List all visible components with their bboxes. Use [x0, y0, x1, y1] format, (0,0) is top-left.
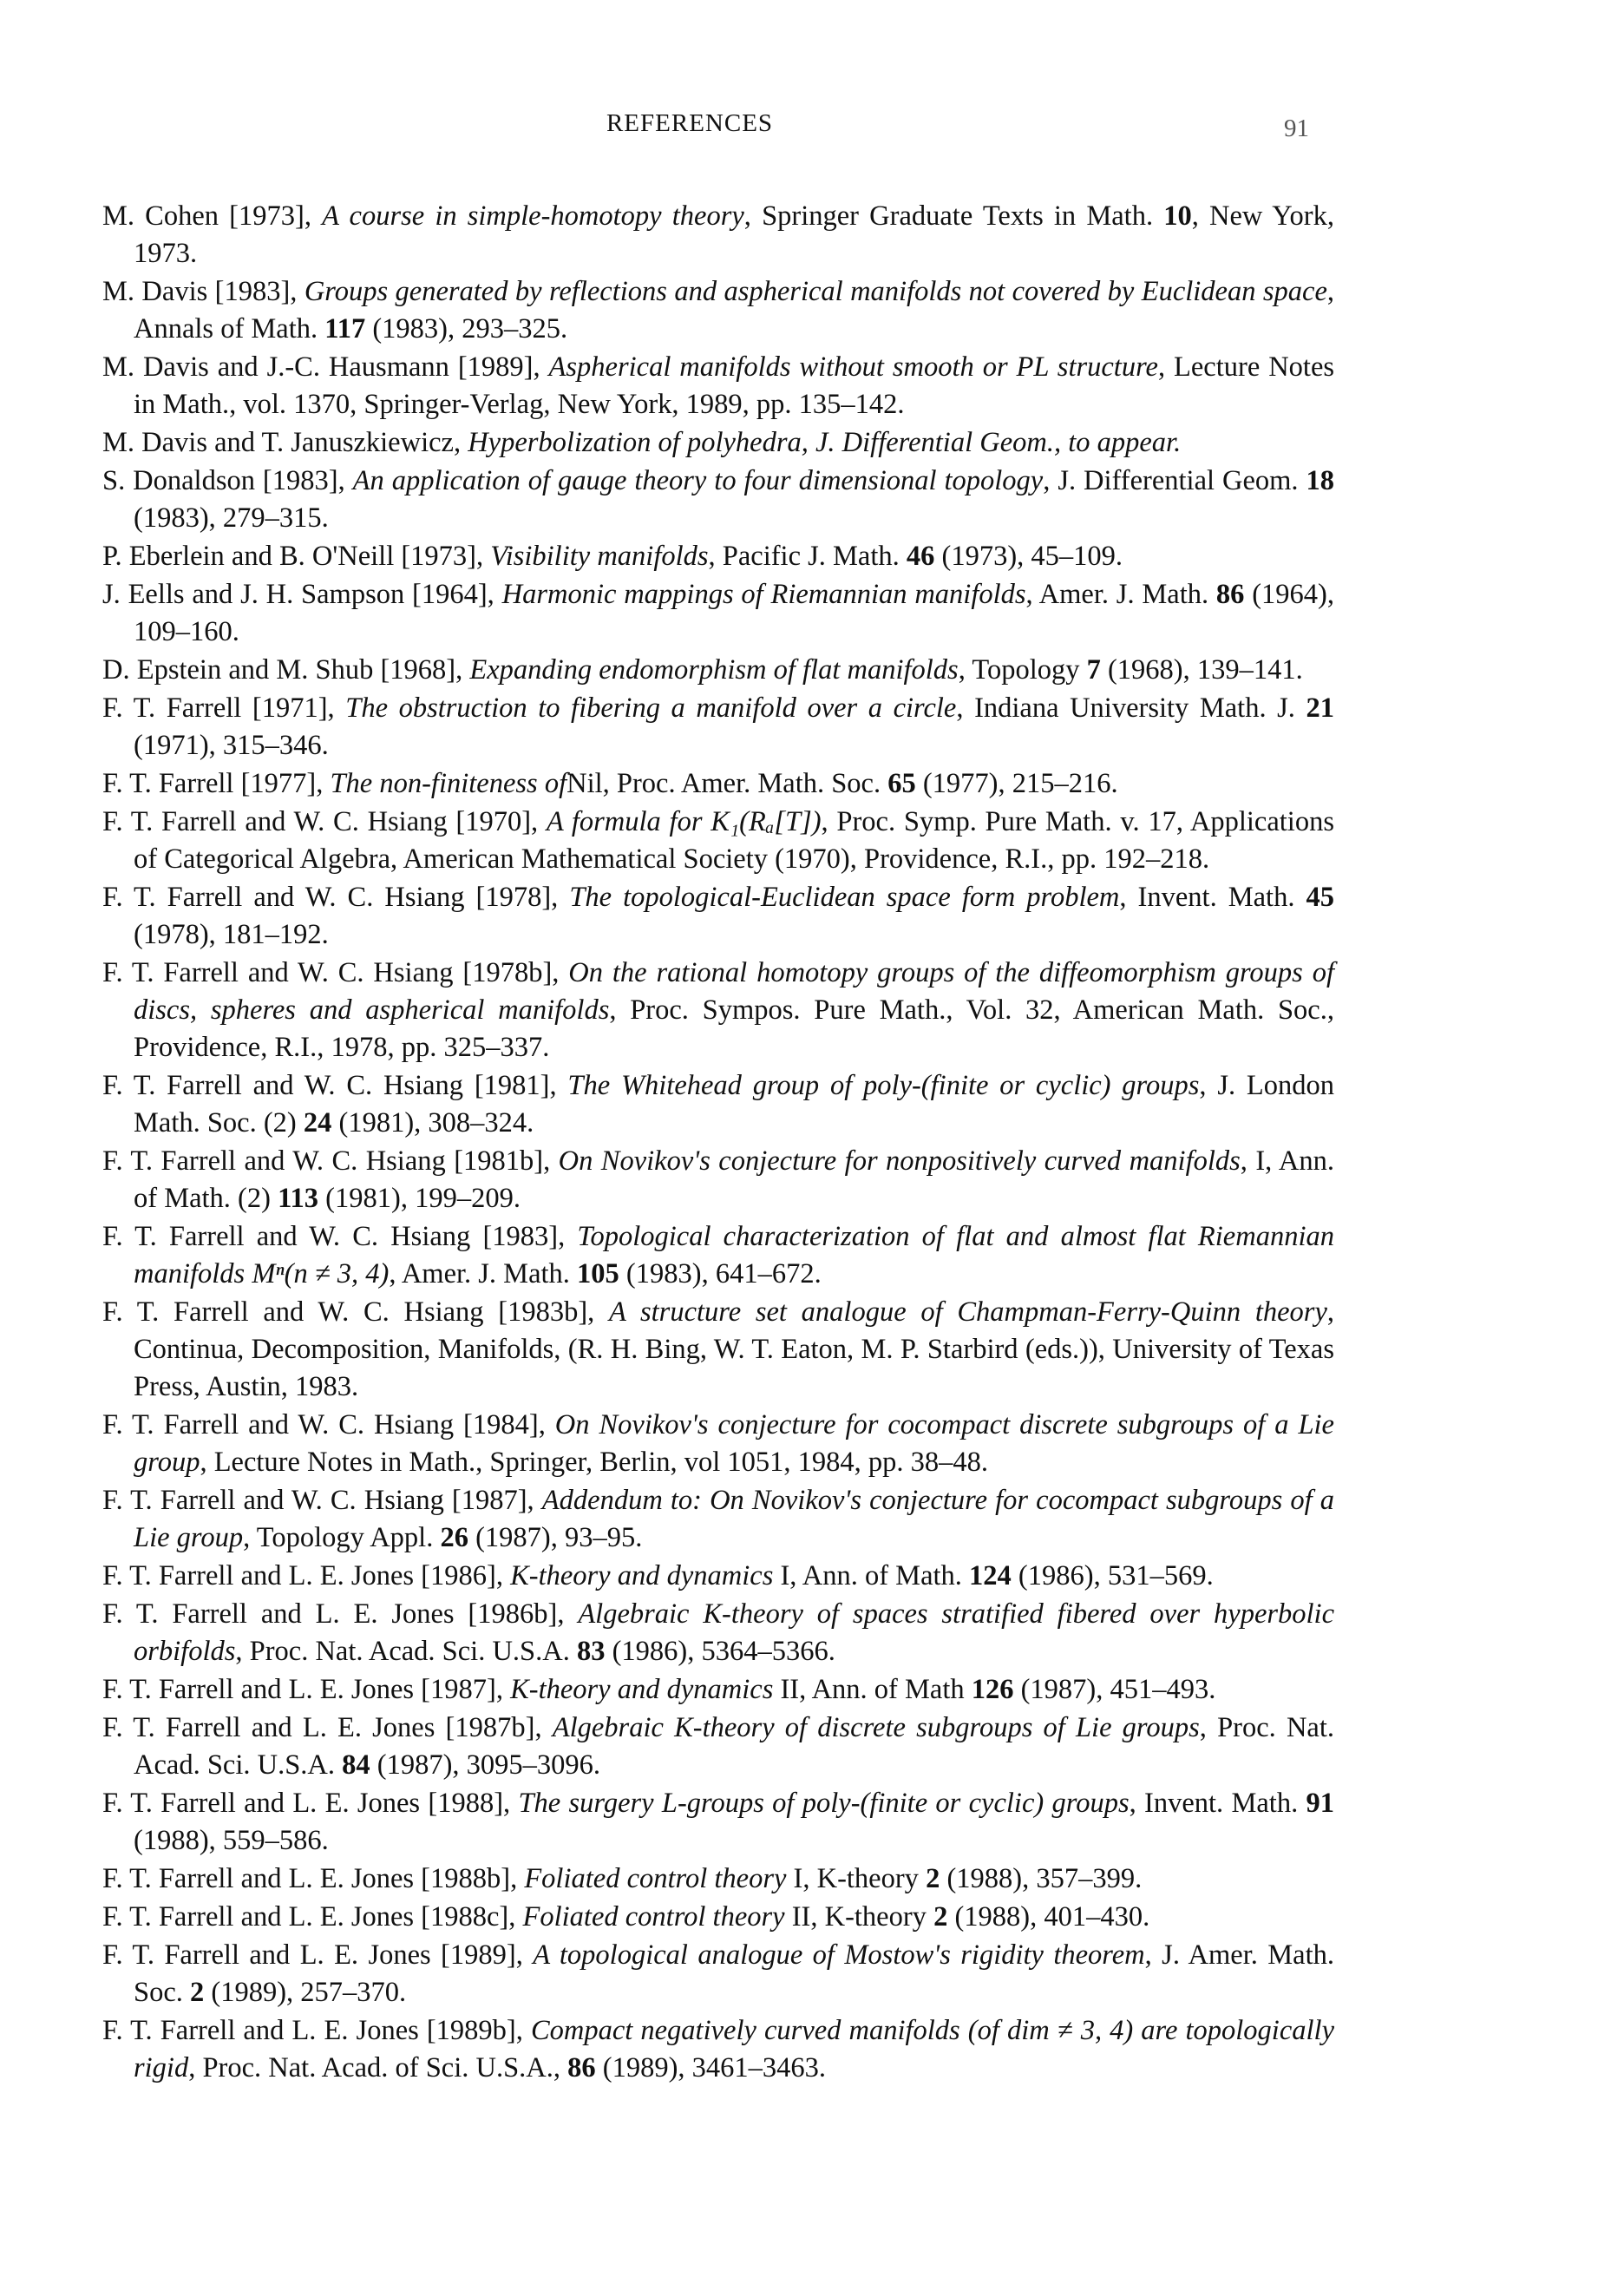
page-title: REFERENCES [606, 109, 774, 137]
reference-entry [102, 463, 1334, 537]
reference-venue: , Indiana University Math. J. [956, 692, 1306, 724]
reference-authors: F. T. Farrell [1977], [102, 768, 331, 799]
reference-entry [102, 1407, 1334, 1481]
reference-venue: , Proc. Nat. Acad. of Sci. U.S.A., [188, 2052, 568, 2083]
reference-volume: 45 [1306, 882, 1334, 913]
reference-authors: F. T. Farrell and L. E. Jones [1989b], [102, 2015, 531, 2046]
reference-venue: , Proc. Nat. Acad. Sci. U.S.A. [235, 1636, 577, 1667]
reference-title: Addendum to: On Novikov's conjecture for cocompact subgroups of a Lie group [134, 1485, 1334, 1553]
reference-volume: 7 [1086, 654, 1101, 686]
reference-venue: , Proc. Nat. Acad. Sci. U.S.A. [134, 1712, 1335, 1781]
reference-entry [102, 1067, 1334, 1142]
reference-title: Harmonic mappings of Riemannian manifolds [501, 579, 1026, 610]
reference-title: The non-finiteness of [330, 768, 567, 799]
reference-venue: , Springer Graduate Texts in Math. [743, 200, 1164, 232]
reference-title: An application of gauge theory to four dimensional topology [352, 465, 1044, 496]
reference-entry [102, 273, 1334, 348]
reference-volume: 10 [1163, 200, 1192, 232]
reference-entry [102, 349, 1334, 423]
reference-title: The surgery L-groups of poly-(finite or cyclic) groups [518, 1788, 1130, 1819]
reference-venue: , J. Differential Geom. [1043, 465, 1306, 496]
reference-details: , New York, 1973. [134, 200, 1334, 269]
reference-volume: 24 [303, 1107, 332, 1138]
reference-authors: F. T. Farrell and W. C. Hsiang [1981b], [102, 1145, 559, 1177]
reference-authors: F. T. Farrell and W. C. Hsiang [1970], [102, 806, 547, 837]
reference-title: On Novikov's conjecture for nonpositively curved manifolds [558, 1145, 1241, 1177]
reference-volume: 105 [577, 1258, 619, 1289]
reference-details: (1987), 93–95. [468, 1522, 643, 1553]
reference-details: (1989), 257–370. [204, 1977, 407, 2008]
reference-venue: I, Ann. of Math. [773, 1560, 970, 1591]
reference-entry [102, 765, 1334, 803]
reference-authors: F. T. Farrell and W. C. Hsiang [1981], [102, 1070, 568, 1101]
reference-entry [102, 538, 1334, 575]
reference-title: Hyperbolization of polyhedra, J. Differential Geom., to appear. [468, 427, 1182, 458]
reference-title: The obstruction to fibering a manifold over a circle [345, 692, 957, 724]
reference-entry [102, 1294, 1334, 1406]
reference-entry [102, 804, 1334, 878]
reference-entry [102, 1143, 1334, 1217]
reference-title: Visibility manifolds [490, 541, 709, 572]
reference-entry [102, 1671, 1334, 1709]
reference-venue: , Lecture Notes in Math., vol. 1370, Springer-Verlag, New York, 1989, pp. 135–142. [134, 351, 1335, 420]
reference-volume: 2 [926, 1863, 940, 1894]
reference-authors: F. T. Farrell and W. C. Hsiang [1987], [102, 1485, 542, 1516]
reference-volume: 2 [190, 1977, 205, 2008]
reference-details: (1986), 531–569. [1011, 1560, 1214, 1591]
reference-authors: F. T. Farrell and L. E. Jones [1986], [102, 1560, 511, 1591]
reference-details: (1987), 451–493. [1013, 1674, 1216, 1705]
reference-entry [102, 1785, 1334, 1860]
reference-title: Topological characterization of flat and almost flat Riemannian manifolds Mⁿ(n ≠ 3, 4) [134, 1221, 1334, 1289]
reference-title: A structure set analogue of Champman-Ferry-Quinn theory [609, 1296, 1327, 1328]
reference-authors: F. T. Farrell and W. C. Hsiang [1983], [102, 1221, 578, 1252]
reference-venue: , Invent. Math. [1119, 882, 1306, 913]
reference-venue: , Topology Appl. [243, 1522, 441, 1553]
reference-venue: I, K-theory [786, 1863, 927, 1894]
reference-details: (1981), 308–324. [331, 1107, 534, 1138]
reference-details: (1988), 401–430. [947, 1901, 1150, 1932]
reference-venue: II, K-theory [784, 1901, 934, 1932]
reference-authors: S. Donaldson [1983], [102, 465, 353, 496]
reference-venue: , Proc. Sympos. Pure Math., Vol. 32, American Math. Soc., Providence, R.I., 1978, pp. 325–337. [134, 994, 1334, 1063]
reference-title: Expanding endomorphism of flat manifolds [469, 654, 959, 686]
reference-entry [102, 1937, 1334, 2011]
reference-authors: F. T. Farrell and L. E. Jones [1988b], [102, 1863, 525, 1894]
reference-volume: 91 [1306, 1788, 1334, 1819]
reference-authors: P. Eberlein and B. O'Neill [1973], [102, 541, 491, 572]
reference-venue: , Lecture Notes in Math., Springer, Berlin, vol 1051, 1984, pp. 38–48. [200, 1447, 989, 1478]
reference-volume: 46 [906, 541, 935, 572]
reference-authors: F. T. Farrell and W. C. Hsiang [1984], [102, 1409, 555, 1440]
reference-authors: F. T. Farrell and W. C. Hsiang [1978], [102, 882, 570, 913]
reference-authors: M. Davis and J.-C. Hausmann [1989], [102, 351, 549, 383]
reference-list [102, 198, 1334, 2088]
reference-venue: , I, Ann. of Math. (2) [134, 1145, 1334, 1214]
reference-volume: 113 [278, 1183, 319, 1214]
reference-volume: 126 [971, 1674, 1014, 1705]
reference-venue: , Proc. Symp. Pure Math. v. 17, Applications of Categorical Algebra, American Mathematical Society (1970), Providence, R.I., pp. 192–218. [134, 806, 1334, 875]
reference-title: Algebraic K-theory of spaces stratified fibered over hyperbolic orbifolds [134, 1598, 1335, 1667]
reference-title: A formula for K₁(Rₐ[T]) [546, 806, 822, 837]
reference-venue: , Invent. Math. [1129, 1788, 1306, 1819]
reference-volume: 83 [576, 1636, 606, 1667]
reference-details: (1987), 3095–3096. [370, 1749, 601, 1781]
reference-authors: F. T. Farrell and W. C. Hsiang [1983b], [102, 1296, 610, 1328]
reference-venue: , Annals of Math. [134, 276, 1334, 345]
reference-entry [102, 424, 1334, 462]
reference-details: (1986), 5364–5366. [605, 1636, 835, 1667]
reference-details: (1981), 199–209. [318, 1183, 521, 1214]
reference-details: (1989), 3461–3463. [595, 2052, 827, 2083]
reference-details: (1978), 181–192. [134, 919, 329, 950]
reference-title: Compact negatively curved manifolds (of dim ≠ 3, 4) are topologically rigid [134, 2015, 1334, 2083]
reference-entry [102, 690, 1334, 764]
reference-entry [102, 576, 1334, 651]
page-number: 91 [1284, 115, 1309, 142]
reference-entry [102, 1860, 1334, 1898]
reference-authors: F. T. Farrell and L. E. Jones [1987], [102, 1674, 511, 1705]
reference-venue: , Amer. J. Math. [389, 1258, 578, 1289]
reference-title: Foliated control theory [522, 1901, 785, 1932]
reference-details: (1964), 109–160. [134, 579, 1334, 647]
reference-volume: 26 [440, 1522, 468, 1553]
reference-details: (1983), 641–672. [619, 1258, 822, 1289]
reference-entry [102, 1482, 1334, 1557]
reference-details: (1983), 293–325. [365, 313, 568, 345]
reference-volume: 21 [1306, 692, 1334, 724]
reference-volume: 117 [324, 313, 366, 345]
reference-authors: F. T. Farrell [1971], [102, 692, 346, 724]
reference-authors: M. Davis [1983], [102, 276, 304, 307]
reference-title: On Novikov's conjecture for cocompact discrete subgroups of a Lie group [134, 1409, 1334, 1478]
reference-details: (1973), 45–109. [934, 541, 1123, 572]
reference-venue: , Pacific J. Math. [708, 541, 907, 572]
reference-title: A course in simple-homotopy theory [322, 200, 744, 232]
reference-venue: , Continua, Decomposition, Manifolds, (R. H. Bing, W. T. Eaton, M. P. Starbird (eds.)), University of Texas Press, Austin, 1983. [134, 1296, 1334, 1402]
reference-authors: F. T. Farrell and L. E. Jones [1988], [102, 1788, 519, 1819]
reference-volume: 124 [969, 1560, 1012, 1591]
reference-title: The Whitehead group of poly-(finite or cyclic) groups [567, 1070, 1200, 1101]
reference-authors: J. Eells and J. H. Sampson [1964], [102, 579, 502, 610]
reference-venue: II, Ann. of Math [773, 1674, 972, 1705]
reference-volume: 86 [1215, 579, 1245, 610]
reference-title: On the rational homotopy groups of the diffeomorphism groups of discs, spheres and aspherical manifolds [134, 957, 1334, 1026]
reference-volume: 84 [342, 1749, 370, 1781]
reference-volume: 18 [1306, 465, 1334, 496]
reference-title: Groups generated by reflections and aspherical manifolds not covered by Euclidean space [304, 276, 1327, 307]
reference-title: K-theory and dynamics [510, 1674, 774, 1705]
reference-details: (1988), 559–586. [134, 1825, 329, 1856]
reference-entry [102, 198, 1334, 272]
reference-title: Algebraic K-theory of discrete subgroups of Lie groups [552, 1712, 1200, 1743]
reference-venue: , J. London Math. Soc. (2) [134, 1070, 1335, 1138]
reference-title: Aspherical manifolds without smooth or PL structure [548, 351, 1158, 383]
reference-details: (1971), 315–346. [134, 730, 329, 761]
reference-title: K-theory and dynamics [510, 1560, 774, 1591]
reference-entry [102, 2012, 1334, 2087]
reference-authors: M. Davis and T. Januszkiewicz, [102, 427, 468, 458]
reference-authors: F. T. Farrell and L. E. Jones [1989], [102, 1939, 534, 1971]
reference-entry [102, 1709, 1334, 1784]
reference-entry [102, 1596, 1334, 1670]
reference-venue: , Topology [958, 654, 1087, 686]
reference-title: The topological-Euclidean space form problem [569, 882, 1120, 913]
reference-details: (1988), 357–399. [940, 1863, 1143, 1894]
reference-authors: M. Cohen [1973], [102, 200, 323, 232]
reference-title: A topological analogue of Mostow's rigidity theorem [533, 1939, 1145, 1971]
reference-entry [102, 1218, 1334, 1293]
reference-volume: 86 [567, 2052, 596, 2083]
reference-volume: 2 [933, 1901, 948, 1932]
reference-entry [102, 1558, 1334, 1595]
reference-details: (1983), 279–315. [134, 502, 329, 534]
reference-volume: 65 [887, 768, 916, 799]
reference-title: Foliated control theory [524, 1863, 787, 1894]
reference-entry [102, 879, 1334, 954]
reference-entry [102, 955, 1334, 1066]
reference-authors: F. T. Farrell and L. E. Jones [1988c], [102, 1901, 523, 1932]
reference-authors: F. T. Farrell and W. C. Hsiang [1978b], [102, 957, 569, 988]
reference-entry [102, 1899, 1334, 1936]
reference-details: (1977), 215–216. [915, 768, 1118, 799]
reference-venue: , Amer. J. Math. [1025, 579, 1216, 610]
reference-authors: D. Epstein and M. Shub [1968], [102, 654, 470, 686]
reference-venue: Nil, Proc. Amer. Math. Soc. [566, 768, 888, 799]
reference-authors: F. T. Farrell and L. E. Jones [1987b], [102, 1712, 553, 1743]
reference-venue: , J. Amer. Math. Soc. [134, 1939, 1334, 2008]
reference-entry [102, 652, 1334, 689]
reference-authors: F. T. Farrell and L. E. Jones [1986b], [102, 1598, 579, 1630]
reference-details: (1968), 139–141. [1100, 654, 1303, 686]
